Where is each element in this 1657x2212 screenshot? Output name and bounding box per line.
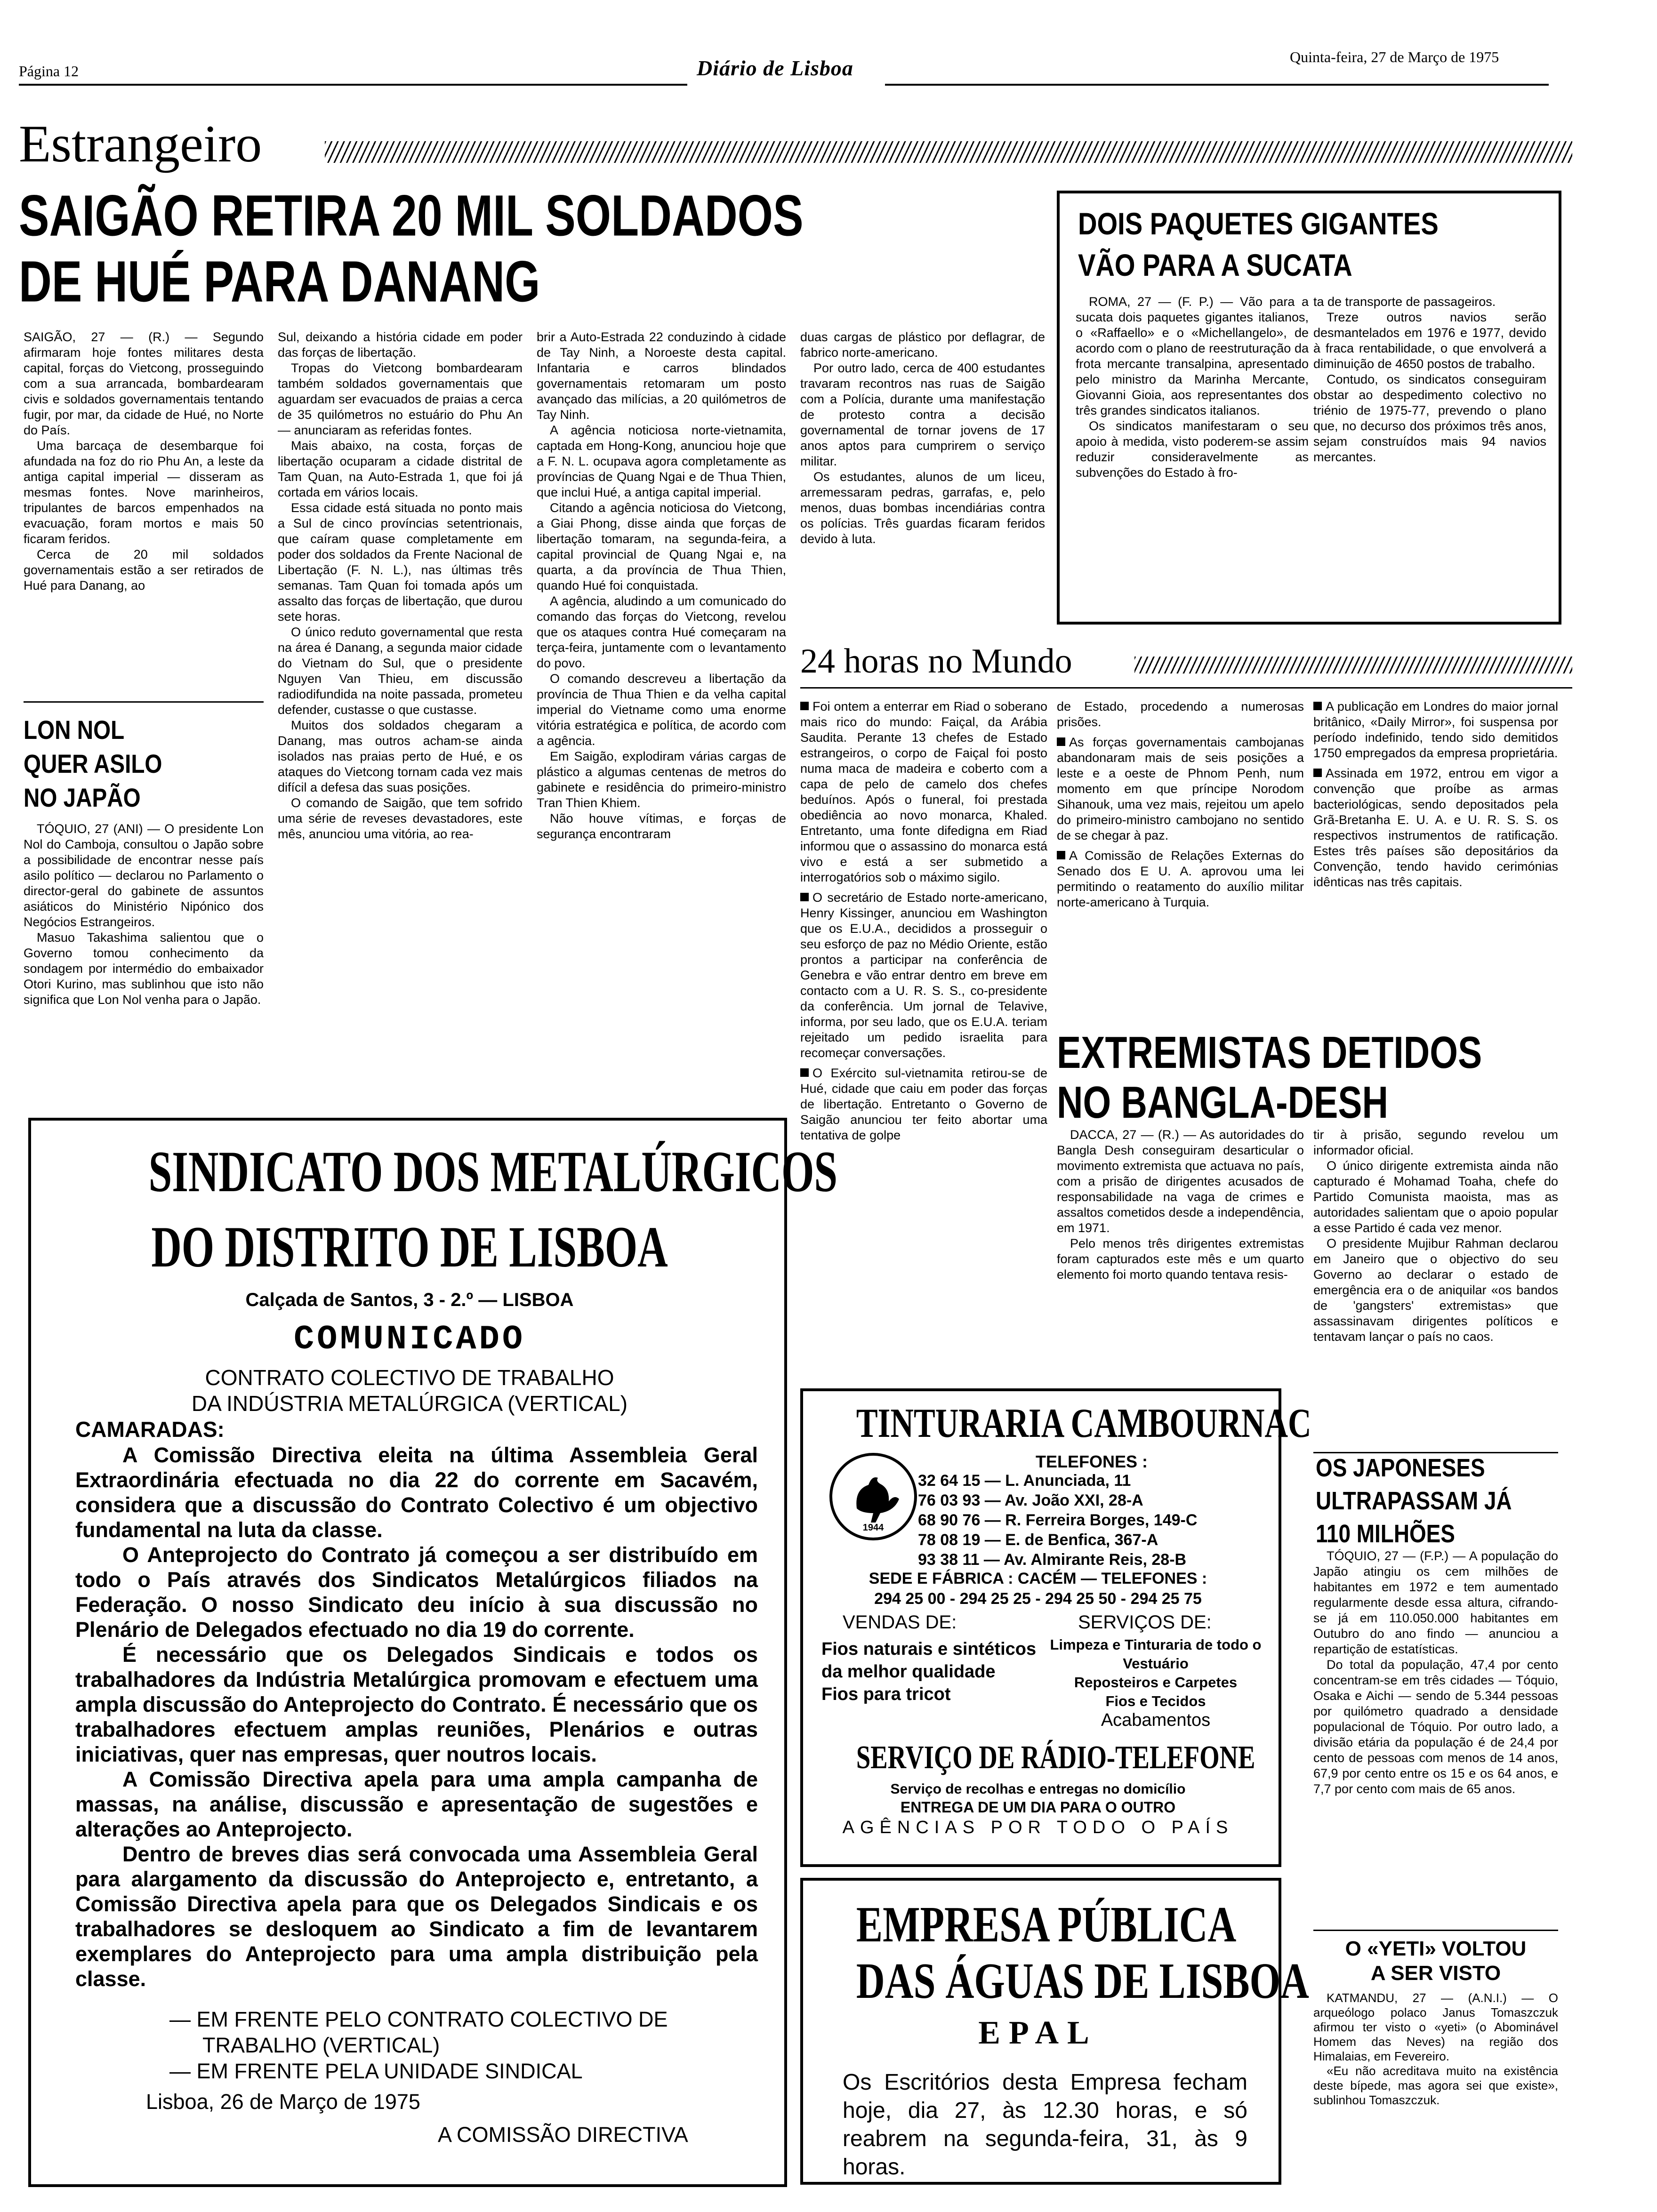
main-col3-p5: O comando descreveu a libertação da província de Thua Thien e da velha capital imperial do Vietname como uma enorme vitória estratégica e política, de acordo com a agência. [537, 672, 786, 748]
main-col1-p1: SAIGÃO, 27 — (R.) — Segundo afirmaram hoje fontes militares desta capital, forças do Vietcong, prosseguindo com a sua arrancada, bombardearam civis e soldados governamentais tentando fugir, por mar, da cidade de Hué, no Norte do País. [24, 330, 264, 437]
yeti-body [1313, 1991, 1558, 2198]
mundo-col-1 [800, 699, 1047, 1339]
mundo-brief-8 [1313, 766, 1558, 890]
tinturaria-servico-3: Fios e Tecidos [1105, 1693, 1206, 1709]
main-col2-p5: O único reduto governamental que resta na área é Danang, a segunda maior cidade do Vietnam do Sul, que o presidente Nguyen Van Thieu, em discussão radiodifundida na noite passada, prometeu defender, custasse o que custasse. [278, 625, 523, 717]
main-col1-p2: Uma barcaça de desembarque foi afundada na foz do rio Phu An, a leste da antiga capital imperial — disseram as mesmas fontes. Nove marinheiros, tripulantes de barcos empenhados na evacuação, foram mortos e mais 50 ficaram feridos. [24, 439, 264, 546]
mundo-brief-7 [1313, 699, 1558, 761]
mundo-brief-1 [800, 699, 1047, 885]
bullet-icon [1313, 769, 1322, 777]
sindicato-body [75, 1443, 758, 1991]
tinturaria-logo [828, 1452, 918, 1541]
tinturaria-servicos [1045, 1635, 1266, 1730]
paquetes-col-2 [1313, 294, 1546, 609]
yeti-headline [1313, 1937, 1558, 1998]
sindicato-p1: A Comissão Directiva eleita na última Assembleia Geral Extraordinária efectuada no dia 22 do corrente em Sacavém, considera que a discussão do Contrato Colectivo é um objectivo fundamental na luta da classe. [75, 1443, 758, 1542]
mundo-brief-7-text: A publicação em Londres do maior jornal britânico, «Daily Mirror», foi suspensa por período indefinido, tendo sido demitidos 1750 empregados da empresa proprietária. [1313, 699, 1558, 760]
mundo-brief-2-text: O secretário de Estado norte-americano, Henry Kissinger, anunciou em Washington que os E.U.A., decididos a prosseguir o seu esforço de paz no Médio Oriente, estão prontos a participar na conferência de Genebra e vão entrar dentro em breve em contacto com a U. R. S. S., co-presidente da conferência. Um jornal de Telavive, informa, por seu lado, que os E.U.A. teriam rejeitado um pedido israelita para recomeçar conversações. [800, 890, 1047, 1060]
bullet-icon [800, 893, 809, 901]
sindicato-comunicado: COMUNICADO [293, 1320, 526, 1359]
lon-nol-headline [24, 713, 268, 821]
bullet-icon [1313, 702, 1322, 710]
bullet-icon [800, 702, 809, 710]
japoneses-headline [1316, 1452, 1560, 1560]
sindicato-slogan-2: — EM FRENTE PELA UNIDADE SINDICAL [169, 2059, 583, 2083]
paquetes-col1-p1: ROMA, 27 — (F. P.) — Vão para a sucata dois paquetes gigantes italianos, o «Raffaello» e o «Michellangelo», de acordo com o plano de reestruturação da frota mercante transalpina, apresentado pelo ministro da Marinha Mercante, Giovanni Gioia, aos representantes dos três grandes sindicatos italianos. [1076, 295, 1309, 417]
tinturaria-radio-3: AGÊNCIAS POR TODO O PAÍS [842, 1818, 1234, 1837]
paquetes-col2-p3: Contudo, os sindicatos conseguiram obstar ao despedimento colectivo no triénio de 1975-77, prevendo o plano que, no decurso dos próximos três anos, sejam construídos mais 94 navios mercantes. [1313, 372, 1546, 464]
bangladesh-headline-1: EXTREMISTAS DETIDOS [1057, 1027, 1482, 1078]
epal-text: Os Escritórios desta Empresa fecham hoje, dia 27, às 12.30 horas, e só reabrem na segunda-feira, 31, às 9 horas. [843, 2070, 1247, 2180]
yeti-rule [1313, 1930, 1558, 1931]
tinturaria-servico-1: Limpeza e Tinturaria de todo o Vestuário [1050, 1636, 1262, 1672]
sindicato-title-2: DO DISTRITO DE LISBOA [151, 1215, 668, 1279]
header-rule-left [19, 84, 687, 86]
tinturaria-logo-year: 1944 [862, 1523, 884, 1533]
tinturaria-phones [918, 1471, 1197, 1570]
mundo-rule [800, 687, 1572, 689]
main-col4-p2: Por outro lado, cerca de 400 estudantes travaram recontros nas ruas de Saigão com a Polícia, durante uma manifestação de protesto contra a decisão governamental de tornar jovens de 17 anos aptos para cumprirem o serviço militar. [800, 361, 1045, 468]
bullet-icon [1057, 851, 1065, 859]
bullet-icon [800, 1068, 809, 1077]
tinturaria-vendas [821, 1638, 1043, 1706]
main-headline-line-2: DE HUÉ PARA DANANG [19, 249, 540, 314]
yeti-p2: «Eu não acreditava muito na existência deste bípede, mas agora sei que existe», sublinhou Tomaszczuk. [1313, 2064, 1558, 2107]
tinturaria-servico-4: Acabamentos [1101, 1710, 1211, 1730]
epal-title-2: DAS ÁGUAS DE LISBOA [856, 1953, 1309, 2009]
masthead: Diário de Lisboa [697, 56, 853, 80]
main-col4-p1: duas cargas de plástico por deflagrar, de fabrico norte-americano. [800, 330, 1045, 360]
tinturaria-vendas-title: VENDAS DE: [843, 1612, 957, 1633]
main-headline-line-1: SAIGÃO RETIRA 20 MIL SOLDADOS [19, 183, 804, 248]
mundo-brief-3 [800, 1066, 1047, 1143]
yeti-headline-2: A SER VISTO [1370, 1962, 1501, 1985]
mundo-col-2 [1057, 699, 1304, 1019]
bangladesh-col-2 [1313, 1127, 1558, 1457]
yeti-p1: KATMANDU, 27 — (A.N.I.) — O arqueólogo polaco Janus Tomaszczuk afirmou ter visto o «yeti» (o Abominável Homem das Neves) na região dos Himalaias, em Fevereiro. [1313, 1991, 1558, 2063]
main-story-col-2 [278, 329, 523, 1106]
mundo-brief-6 [1057, 848, 1304, 910]
tinturaria-phone-2: 76 03 93 — Av. João XXI, 28-A [918, 1491, 1143, 1509]
mundo-brief-5-text: As forças governamentais cambojanas abandonaram mais de seis posições a leste e a oeste de Phnom Penh, num momento em que príncipe Norodom Sihanouk, uma vez mais, rejeitou um apelo do primeiro-ministro cambojano no sentido de se chegar à paz. [1057, 735, 1304, 842]
main-story-col-3 [537, 329, 786, 1106]
tinturaria-title: TINTURARIA CAMBOURNAC [856, 1401, 1311, 1446]
main-col1-p3: Cerca de 20 mil soldados governamentais estão a ser retirados de Hué para Danang, ao [24, 547, 264, 593]
tinturaria-phones-label: TELEFONES : [1036, 1452, 1148, 1471]
main-col3-p6: Em Saigão, explodiram várias cargas de plástico a algumas centenas de metros do gabinete e residência do primeiro-ministro Tran Thien Khiem. [537, 749, 786, 810]
mundo-brief-4-text: de Estado, procedendo a numerosas prisões. [1057, 699, 1304, 729]
issue-date: Quinta-feira, 27 de Março de 1975 [1290, 48, 1499, 65]
tinturaria-phone-1: 32 64 15 — L. Anunciada, 11 [918, 1472, 1131, 1490]
paquetes-headline-2: VÃO PARA A SUCATA [1078, 248, 1352, 282]
sindicato-address: Calçada de Santos, 3 - 2.º — LISBOA [245, 1290, 574, 1310]
paquetes-headline-1: DOIS PAQUETES GIGANTES [1078, 206, 1439, 241]
header-rule-right [885, 84, 1549, 86]
lon-nol-rule [24, 701, 264, 703]
tinturaria-sede: SEDE E FÁBRICA : CACÉM — TELEFONES : [869, 1570, 1207, 1587]
paquetes-col-1 [1076, 294, 1309, 609]
tinturaria-radio-2: ENTREGA DE UM DIA PARA O OUTRO [900, 1799, 1176, 1816]
tinturaria-phone-5: 93 38 11 — Av. Almirante Reis, 28-B [918, 1551, 1187, 1569]
bangladesh-col2-p2: O único dirigente extremista ainda não capturado é Mohamad Toaha, chefe do Partido Comunista maoista, mas as autoridades salientam que o apoio popular a esse Partido é cada vez menor. [1313, 1159, 1558, 1235]
main-col2-p3: Mais abaixo, na costa, forças de libertação ocuparam a cidade distrital de Tam Quan, na Auto-Estrada 1, que foi já cortada em vários locais. [278, 439, 523, 499]
sindicato-subtitle-2: DA INDÚSTRIA METALÚRGICA (VERTICAL) [191, 1391, 628, 1416]
lon-nol-p1: TÓQUIO, 27 (ANI) — O presidente Lon Nol do Camboja, consultou o Japão sobre a possibilidade de encontrar nesse país asilo político — declarou no Parlamento o director-geral do gabinete de assuntos asiáticos do Ministério Nipónico dos Negócios Estrangeiros. [24, 822, 264, 929]
sindicato-date: Lisboa, 26 de Março de 1975 [146, 2090, 420, 2114]
mundo-brief-6-text: A Comissão de Relações Externas do Senado dos E U. A. aprovou uma lei permitindo o reatamento do auxílio militar norte-americano à Turquia. [1057, 849, 1304, 909]
main-col4-p3: Os estudantes, alunos de um liceu, arremessaram pedras, garrafas, e, pelo menos, duas bombas incendiárias contra os polícias. Três guardas ficaram feridos devido à luta. [800, 470, 1045, 546]
bullet-icon [1057, 737, 1065, 746]
page-number: Página 12 [19, 63, 79, 80]
japoneses-body [1313, 1548, 1558, 1920]
paquetes-col2-p1: ta de transporte de passageiros. [1313, 295, 1496, 309]
main-col3-p2: A agência noticiosa norte-vietnamita, captada em Hong-Kong, anunciou hoje que a F. N. L. ocupava agora completamente as províncias de Quang Ngai e de Thua Thien, que inclui Hué, a antiga capital imperial. [537, 423, 786, 499]
bangladesh-headline [1057, 1028, 1565, 1132]
mundo-brief-8-text: Assinada em 1972, entrou em vigor a convenção que proíbe as armas bacteriológicas, sendo depositados pela Grã-Bretanha E. U. A. e U. R. S. S. os respectivos instrumentos de ratificação. Estes três países são depositários da Convenção, tendo havido cerimónias idênticas nas três capitais. [1313, 766, 1558, 889]
main-col3-p1: brir a Auto-Estrada 22 conduzindo à cidade de Tay Ninh, a Noroeste desta capital. Infantaria e carros blindados governamentais retomaram um posto avançado das milícias, a 20 quilómetros de Tay Ninh. [537, 330, 786, 422]
mundo-brief-5 [1057, 735, 1304, 843]
section-title: Estrangeiro [19, 115, 262, 173]
lon-nol-headline-2: QUER ASILO [24, 749, 162, 778]
japoneses-p1: TÓQUIO, 27 — (F.P.) — A população do Japão atingiu os cem milhões de habitantes em 1972 e tem aumentado regularmente desde essa altura, cifrando-se já em 110.050.000 habitantes em Outubro do ano findo — anunciou a repartição de estatísticas. [1313, 1549, 1558, 1656]
sindicato-title-1: SINDICATO DOS METALÚRGICOS [148, 1139, 838, 1204]
bangladesh-col2-p3: O presidente Mujibur Rahman declarou em Janeiro que o objectivo do seu Governo ao declarar o estado de emergência era o de aniquilar «os bandos de 'gangsters' extremistas» que assassinavam dirigentes políticos e tentavam lançar o país no caos. [1313, 1236, 1558, 1344]
main-col2-p2: Tropas do Vietcong bombardearam também soldados governamentais que aguardam ser evacuados de praias a cerca de 35 quilómetros no estuário do Phu An — anunciaram as referidas fontes. [278, 361, 523, 437]
paquetes-col2-p2: Treze outros navios serão desmantelados em 1976 e 1977, devido à fraca rentabilidade, o que envolverá a diminuição de 4650 postos de trabalho. [1313, 310, 1546, 371]
japoneses-headline-2: ULTRAPASSAM JÁ [1316, 1487, 1512, 1515]
section-hatch [325, 141, 1572, 163]
mundo-brief-3-text: O Exército sul-vietnamita retirou-se de Hué, cidade que caiu em poder das forças de libertação. Entretanto o Governo de Saigão anunciou ter feito abortar uma tentativa de golpe [800, 1066, 1047, 1142]
main-headline [19, 181, 1045, 318]
mundo-brief-4 [1057, 699, 1304, 730]
japoneses-headline-1: OS JAPONESES [1316, 1454, 1485, 1482]
yeti-headline-1: O «YETI» VOLTOU [1345, 1937, 1527, 1960]
tinturaria-servicos-title: SERVIÇOS DE: [1078, 1612, 1212, 1633]
epal-acronym: EPAL [978, 2015, 1098, 2051]
mundo-hatch [1134, 657, 1572, 673]
lon-nol-p2: Masuo Takashima salientou que o Governo tomou conhecimento da sondagem por intermédio do embaixador Otori Kurino, mas sublinhou que isto não significa que Lon Nol venha para o Japão. [24, 930, 264, 1007]
tinturaria-venda-1: Fios naturais e sintéticos da melhor qualidade [821, 1639, 1037, 1682]
main-col2-p6: Muitos dos soldados chegaram a Danang, mas outros acham-se ainda isolados nas praias perto de Hué, e os ataques do Vietcong tornam cada vez mais difícil a defesa das suas posições. [278, 718, 523, 794]
main-col3-p7: Não houve vítimas, e forças de segurança encontraram [537, 811, 786, 841]
lon-nol-body [24, 821, 264, 1104]
sindicato-slogan-1b: TRABALHO (VERTICAL) [202, 2033, 440, 2057]
bangladesh-col1-p1: DACCA, 27 — (R.) — As autoridades do Bangla Desh conseguiram desarticular o movimento extremista que actuava no país, com a prisão de dirigentes acusados de responsabilidade na vaga de crimes e assaltos cometidos desde a independência, em 1971. [1057, 1128, 1304, 1235]
japoneses-headline-3: 110 MILHÕES [1316, 1520, 1455, 1548]
sindicato-signature: A COMISSÃO DIRECTIVA [438, 2123, 688, 2147]
tinturaria-phone-3: 68 90 76 — R. Ferreira Borges, 149-C [918, 1511, 1198, 1529]
main-col3-p3: Citando a agência noticiosa do Vietcong, a Giai Phong, disse ainda que forças de libertação tomaram, na segunda-feira, a capital provincial de Quang Ngai e, na quarta, a da província de Thua Thien, quando Hué foi conquistada. [537, 501, 786, 593]
mundo-col-3 [1313, 699, 1558, 1019]
tinturaria-radio: SERVIÇO DE RÁDIO-TELEFONE [856, 1739, 1255, 1776]
main-col2-p1: Sul, deixando a história cidade em poder das forças de libertação. [278, 330, 523, 360]
tinturaria-sede-phones: 294 25 00 - 294 25 25 - 294 25 50 - 294 25 75 [874, 1590, 1202, 1608]
paquetes-headline [1078, 205, 1549, 294]
lon-nol-headline-1: LON NOL [24, 715, 125, 745]
main-col3-p4: A agência, aludindo a um comunicado do comando das forças do Vietcong, revelou que os ataques contra Hué começaram na terça-feira, juntamente com o levantamento do povo. [537, 594, 786, 670]
main-story-col-1 [24, 329, 264, 697]
mundo-brief-2 [800, 890, 1047, 1061]
tinturaria-venda-2: Fios para tricot [821, 1684, 951, 1704]
sindicato-greeting: CAMARADAS: [75, 1417, 225, 1442]
sindicato-p2: O Anteprojecto do Contrato já começou a ser distribuído em todo o País através dos Sindicatos Metalúrgicos filiados na Federação. O nosso Sindicato deu início à sua discussão no Plenário de Delegados efectuado no dia 19 do corrente. [75, 1543, 758, 1642]
bangladesh-col-1 [1057, 1127, 1304, 1339]
sindicato-p5: Dentro de breves dias será convocada uma Assembleia Geral para alargamento da discussão do Anteprojecto e, entretanto, a Comissão Directiva apela para que os Delegados Sindicais e os trabalhadores se desloquem ao Sindicato a fim de levantarem exemplares do Anteprojecto para uma ampla distribuição pela classe. [75, 1842, 758, 1991]
bangladesh-col2-p1: tir à prisão, segundo revelou um informador oficial. [1313, 1128, 1558, 1157]
tinturaria-servico-2: Reposteiros e Carpetes [1074, 1674, 1238, 1691]
main-col2-p7: O comando de Saigão, que tem sofrido uma série de reveses devastadores, este mês, anunciou uma vitória, ao rea- [278, 796, 523, 841]
sindicato-subtitle-1: CONTRATO COLECTIVO DE TRABALHO [205, 1365, 614, 1390]
bangladesh-col1-p2: Pelo menos três dirigentes extremistas foram capturados este mês e um quarto elemento foi morto quando tentava resis- [1057, 1236, 1304, 1282]
sindicato-p3: É necessário que os Delegados Sindicais e todos os trabalhadores da Indústria Metalúrgica promovam e efectuem uma ampla discussão do Anteprojecto do Contrato. É necessário que os trabalhadores efectuem amplas reuniões, Plenários e outras iniciativas, quer nas empresas, quer noutros locais. [75, 1643, 758, 1766]
sindicato-p4: A Comissão Directiva apela para uma ampla campanha de massas, na análise, discussão e apresentação de sugestões e alterações ao Anteprojecto. [75, 1767, 758, 1841]
main-col2-p4: Essa cidade está situada no ponto mais a Sul de cinco províncias setentrionais, que caíram quase completamente em poder dos soldados da Frente Nacional de Libertação (F. N. L.), nas últimas três semanas. Tam Quan foi tomada após um assalto das forças de libertação, que durou sete horas. [278, 501, 523, 624]
tinturaria-radio-1: Serviço de recolhas e entregas no domicílio [890, 1781, 1186, 1797]
paquetes-col1-p2: Os sindicatos manifestaram o seu apoio à medida, visto poderem-se assim reduzir consideravelmente as subvenções do Estado à fro- [1076, 419, 1309, 480]
bangladesh-headline-2: NO BANGLA-DESH [1057, 1077, 1388, 1128]
mundo-title: 24 horas no Mundo [800, 642, 1072, 681]
japoneses-p2: Do total da população, 47,4 por cento concentram-se em três cidades — Tóquio, Osaka e Aichi — sendo de 5.344 pessoas por quilómetro quadrado a densidade populacional de Tóquio. Por outro lado, a divisão etária da população é de 24,4 por cento de pessoas com menos de 14 anos, 67,9 por cento entre os 15 e os 64 anos, e 7,7 por cento com mais de 65 anos. [1313, 1658, 1558, 1796]
main-story-col-4 [800, 329, 1045, 635]
mundo-brief-1-text: Foi ontem a enterrar em Riad o soberano mais rico do mundo: Faiçal, da Arábia Saudita. Perante 13 chefes de Estado estrangeiros, o corpo de Faiçal foi posto numa maca de madeira e coberto com a capa de pelo de camelo dos chefes beduínos. Após o funeral, foi prestada obediência ao novo monarca, Khaled. Entretanto, uma fonte difedigna em Riad informou que o assassino do monarca está vivo e está a ser submetido a interrogatórios sob o máximo sigilo. [800, 699, 1047, 884]
tinturaria-phone-4: 78 08 19 — E. de Benfica, 367-A [918, 1531, 1158, 1549]
sindicato-slogan-1a: — EM FRENTE PELO CONTRATO COLECTIVO DE [169, 2007, 668, 2031]
lon-nol-headline-3: NO JAPÃO [24, 783, 141, 812]
epal-title-1: EMPRESA PÚBLICA [856, 1897, 1237, 1953]
